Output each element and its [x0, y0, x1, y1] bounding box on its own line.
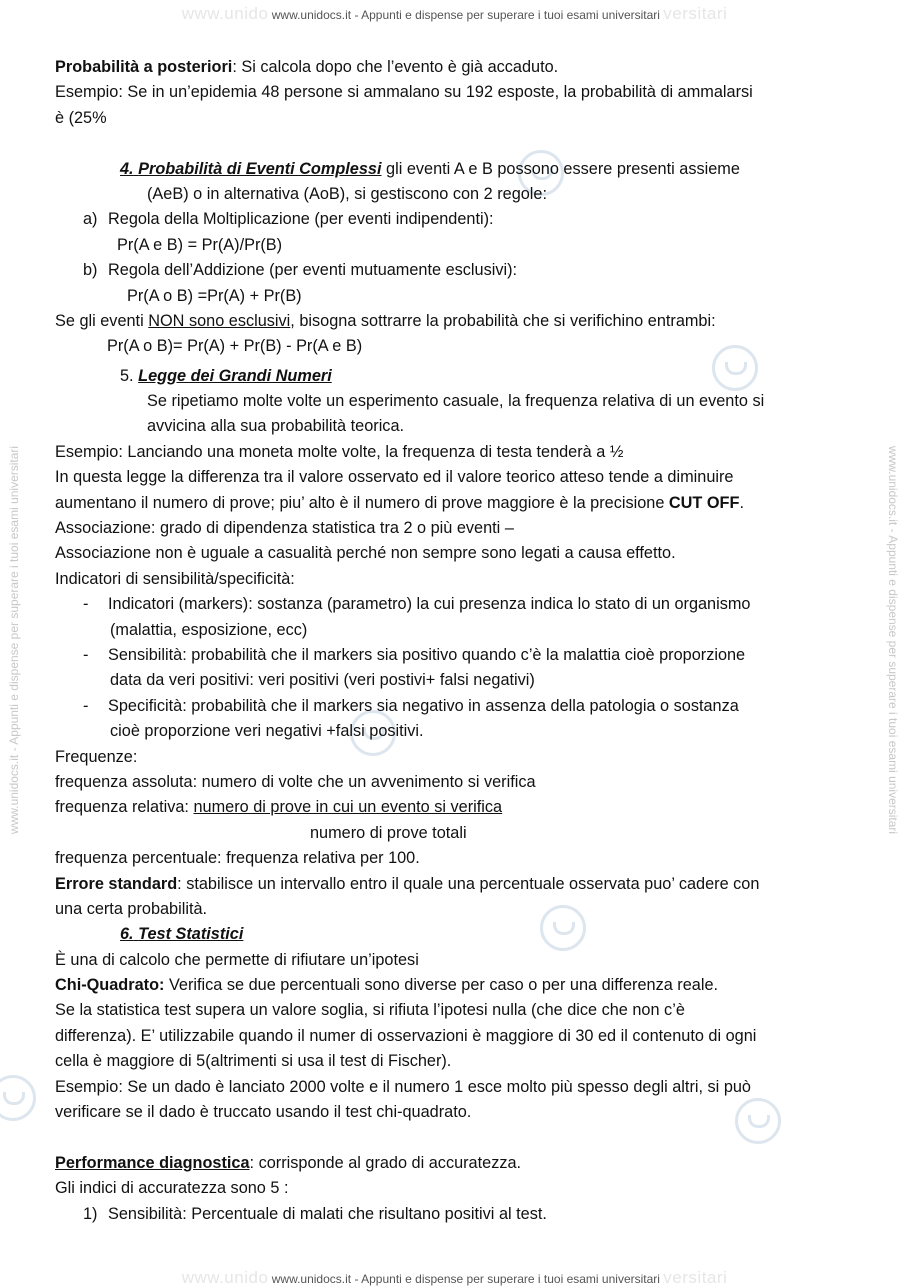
section-6-heading: 6. Test Statistici	[120, 925, 244, 944]
text-line: verificare se il dado è truccato usando il test chi-quadrato.	[55, 1103, 472, 1122]
section-4-heading: 4. Probabilità di Eventi Complessi gli eventi A e B possono essere presenti assieme	[120, 159, 740, 178]
text-line: È una di calcolo che permette di rifiutare un’ipotesi	[55, 950, 419, 969]
text-line: Esempio: Lanciando una moneta molte volte, la frequenza di testa tenderà a ½	[55, 442, 624, 461]
text-line: Se la statistica test supera un valore soglia, si rifiuta l’ipotesi nulla (che dice che non c’è	[55, 1001, 685, 1020]
page-footer	[0, 1268, 909, 1288]
footer-watermark-right: versitari	[663, 1268, 728, 1287]
text-line: cella è maggiore di 5(altrimenti si usa il test di Fischer).	[55, 1052, 452, 1071]
header-watermark-left: www.unido	[181, 4, 269, 23]
footer-watermark-left: www.unido	[181, 1268, 269, 1287]
list-item: - Sensibilità: probabilità che il markers sia positivo quando c’è la malattia cioè proporzione	[83, 645, 746, 664]
text-line: aumentano il numero di prove; piu’ alto è il numero di prove maggiore è la precisione CUT OFF.	[55, 493, 744, 512]
chi-square: Chi-Quadrato: Verifica se due percentuali sono diverse per caso o per una differenza reale.	[55, 976, 719, 995]
text-line: Esempio: Se un dado è lanciato 2000 volte e il numero 1 esce molto più spesso degli altri, si può	[55, 1077, 751, 1096]
text-line: frequenza percentuale: frequenza relativa per 100.	[55, 849, 420, 868]
list-item: - Specificità: probabilità che il markers sia negativo in assenza della patologia o sostanza	[83, 696, 739, 715]
text-line: Gli indici di accuratezza sono 5 :	[55, 1179, 289, 1198]
text-line: Indicatori di sensibilità/specificità:	[55, 569, 295, 588]
text-line: (AeB) o in alternativa (AoB), si gestiscono con 2 regole:	[147, 184, 547, 203]
page-header	[0, 4, 909, 24]
text-line: In questa legge la differenza tra il valore osservato ed il valore teorico atteso tende a diminuire	[55, 468, 734, 487]
standard-error: Errore standard: stabilisce un intervallo entro il quale una percentuale osservata puo’ cadere con	[55, 874, 760, 893]
numbered-item: 1) Sensibilità: Percentuale di malati che risultano positivi al test.	[83, 1204, 547, 1223]
header-watermark-right: versitari	[663, 4, 728, 23]
formula: Pr(A e B) = Pr(A)/Pr(B)	[117, 235, 283, 254]
text-line: Associazione non è uguale a casualità perché non sempre sono legati a causa effetto.	[55, 544, 676, 563]
footer-text: www.unidocs.it - Appunti e dispense per superare i tuoi esami universitari	[271, 1272, 660, 1286]
text-line: avvicina alla sua probabilità teorica.	[147, 417, 405, 436]
list-item-cont: data da veri positivi: veri positivi (veri postivi+ falsi negativi)	[110, 671, 535, 690]
formula: Pr(A o B) =Pr(A) + Pr(B)	[127, 286, 302, 305]
section-5-heading: 5. Legge dei Grandi Numeri	[120, 366, 332, 385]
document-body	[55, 55, 855, 1227]
list-item-cont: cioè proporzione veri negativi +falsi positivi.	[110, 722, 424, 741]
text-line: differenza). E’ utilizzabile quando il numer di osservazioni è maggiore di 30 ed il contenuto di ogni	[55, 1026, 757, 1045]
relative-frequency: frequenza relativa: numero di prove in cui un evento si verifica	[55, 798, 503, 817]
diagnostic-performance: Performance diagnostica: corrisponde al grado di accuratezza.	[55, 1153, 522, 1172]
text-line: Frequenze:	[55, 747, 138, 766]
watermark-logo-icon	[0, 1075, 36, 1121]
side-watermark-right: www.unidocs.it - Appunti e dispense per superare i tuoi esami universitari	[886, 445, 900, 835]
rule-b: b) Regola dell’Addizione (per eventi mutuamente esclusivi):	[83, 261, 518, 280]
list-item-cont: (malattia, esposizione, ecc)	[110, 620, 308, 639]
list-item: - Indicatori (markers): sostanza (parametro) la cui presenza indica lo stato di un organismo	[83, 595, 751, 614]
non-exclusive-note: Se gli eventi NON sono esclusivi, bisogna sottrarre la probabilità che si verifichino entrambi:	[55, 311, 716, 330]
header-text: www.unidocs.it - Appunti e dispense per superare i tuoi esami universitari	[271, 8, 660, 22]
text-line: una certa probabilità.	[55, 899, 208, 918]
text-line: frequenza assoluta: numero di volte che un avvenimento si verifica	[55, 772, 536, 791]
text-line: Se ripetiamo molte volte un esperimento casuale, la frequenza relativa di un evento si	[147, 392, 765, 411]
text-line: è (25%	[55, 108, 107, 127]
fraction-denominator: numero di prove totali	[310, 823, 467, 842]
text-line: Esempio: Se in un’epidemia 48 persone si ammalano su 192 esposte, la probabilità di ammalarsi	[55, 83, 753, 102]
side-watermark-left: www.unidocs.it - Appunti e dispense per superare i tuoi esami universitari	[7, 445, 21, 835]
rule-a: a) Regola della Moltiplicazione (per eventi indipendenti):	[83, 210, 494, 229]
posteriori-definition: Probabilità a posteriori: Si calcola dopo che l’evento è già accaduto.	[55, 58, 559, 76]
formula: Pr(A o B)= Pr(A) + Pr(B) - Pr(A e B)	[107, 337, 363, 356]
text-line: Associazione: grado di dipendenza statistica tra 2 o più eventi –	[55, 519, 514, 538]
